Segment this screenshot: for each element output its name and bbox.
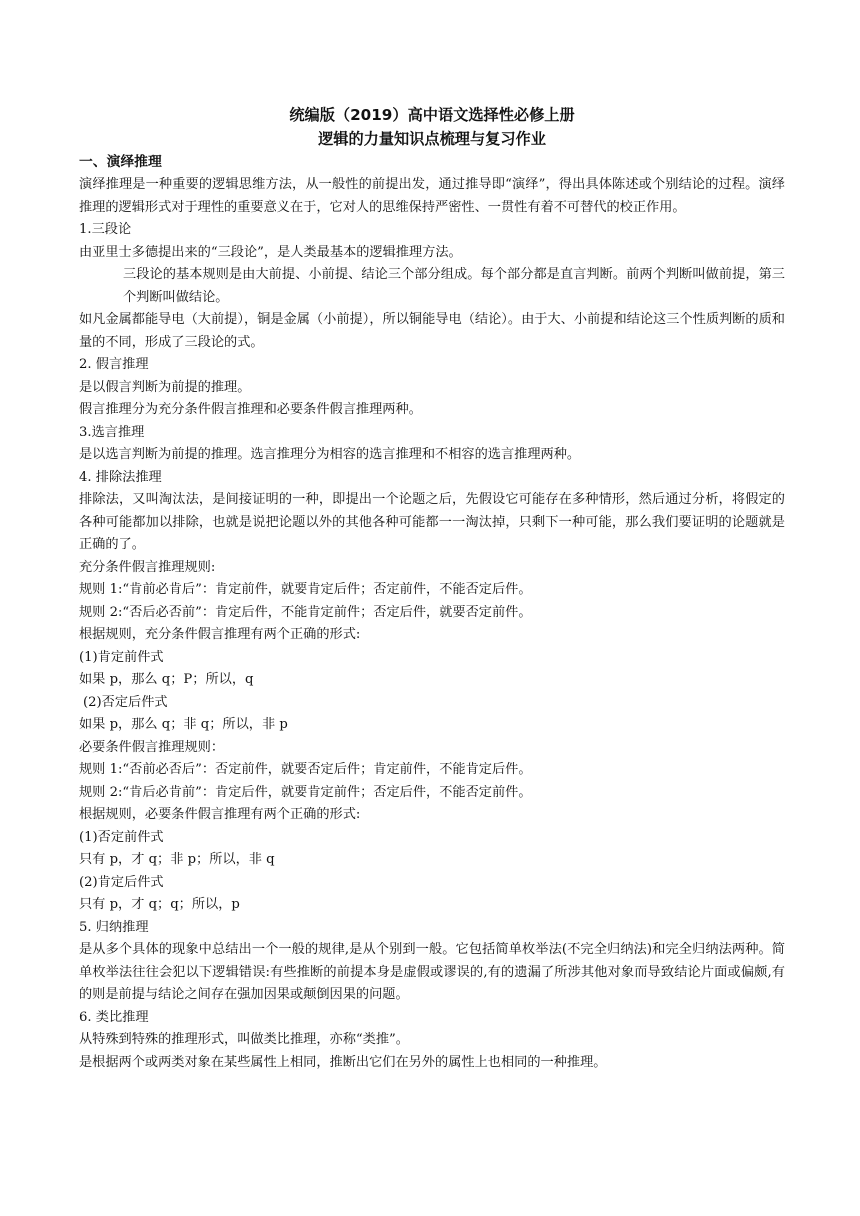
- paragraph: 是以选言判断为前提的推理。选言推理分为相容的选言推理和不相容的选言推理两种。: [79, 447, 581, 462]
- section-heading-deduction: 一、演绎推理: [79, 154, 162, 170]
- document-body: [79, 103, 785, 1074]
- form-label: (2)否定后件式: [83, 694, 168, 710]
- subheading-syllogism: 1.三段论: [79, 222, 132, 237]
- rule-line: 规则 2:“否后必否前”：肯定后件，不能肯定前件；否定后件，就要否定前件。: [79, 604, 532, 620]
- form-example: 只有 p，才 q；非 p；所以，非 q: [79, 852, 275, 867]
- document-title-line-1: 统编版（2019）高中语文选择性必修上册: [289, 106, 575, 124]
- paragraph: 是从多个具体的现象中总结出一个一般的规律,是从个别到一般。它包括简单枚举法(不完全归纳法)和完全归纳法两种。简单枚举法往往会犯以下逻辑错误:有些推断的前提本身是虚假或谬误的,有的遗漏了所涉其他对象而导致结论片面或偏颇,有的则是前提与结论之间存在强加因果或颠倒因果的问题。: [79, 942, 785, 1002]
- paragraph: 假言推理分为充分条件假言推理和必要条件假言推理两种。: [79, 402, 422, 417]
- subheading-elimination: 4. 排除法推理: [79, 469, 162, 485]
- paragraph: 根据规则，充分条件假言推理有两个正确的形式:: [79, 627, 361, 642]
- form-label: (1)否定前件式: [79, 829, 164, 845]
- paragraph: 是根据两个或两类对象在某些属性上相同，推断出它们在另外的属性上也相同的一种推理。: [79, 1054, 607, 1070]
- paragraph: 根据规则，必要条件假言推理有两个正确的形式:: [79, 807, 361, 822]
- paragraph: 是以假言判断为前提的推理。: [79, 379, 251, 395]
- subheading-induction: 5. 归纳推理: [79, 919, 149, 935]
- paragraph: 三段论的基本规则是由大前提、小前提、结论三个部分组成。每个部分都是直言判断。前两个判断叫做前提，第三个判断叫做结论。: [123, 267, 785, 305]
- form-label: (1)肯定前件式: [79, 649, 164, 665]
- rule-line: 规则 1:“否前必否后”：否定前件，就要否定后件；肯定前件，不能肯定后件。: [79, 762, 532, 777]
- document-title-line-2: 逻辑的力量知识点梳理与复习作业: [318, 130, 546, 148]
- rule-line: 规则 2:“肯后必肯前”：肯定后件，就要肯定前件；否定后件，不能否定前件。: [79, 784, 532, 800]
- paragraph: 演绎推理是一种重要的逻辑思维方法，从一般性的前提出发，通过推导即“演绎”，得出具体陈述或个别结论的过程。演绎推理的逻辑形式对于理性的重要意义在于，它对人的思维保持严密性、一贯性有着不可替代的校正作用。: [79, 177, 785, 215]
- paragraph: 由亚里士多德提出来的“三段论”，是人类最基本的逻辑推理方法。: [79, 244, 462, 260]
- paragraph: 必要条件假言推理规则：: [79, 739, 225, 755]
- paragraph: 充分条件假言推理规则:: [79, 559, 216, 575]
- form-example: 只有 p，才 q；q；所以，p: [79, 897, 240, 912]
- form-example: 如果 p，那么 q；P；所以，q: [79, 672, 254, 687]
- subheading-analogy: 6. 类比推理: [79, 1009, 149, 1025]
- form-example: 如果 p，那么 q；非 q；所以，非 p: [79, 717, 288, 732]
- subheading-disjunctive: 3.选言推理: [79, 424, 145, 440]
- paragraph: 从特殊到特殊的推理形式，叫做类比推理，亦称“类推”。: [79, 1032, 409, 1047]
- paragraph: 如凡金属都能导电（大前提），铜是金属（小前提），所以铜能导电（结论）。由于大、小前提和结论这三个性质判断的质和量的不同，形成了三段论的式。: [79, 312, 785, 350]
- subheading-hypothetical: 2. 假言推理: [79, 357, 149, 372]
- rule-line: 规则 1:“肯前必肯后”：肯定前件，就要肯定后件；否定前件，不能否定后件。: [79, 582, 532, 597]
- form-label: (2)肯定后件式: [79, 874, 164, 890]
- paragraph: 排除法，又叫淘汰法，是间接证明的一种，即提出一个论题之后，先假设它可能存在多种情形，然后通过分析，将假定的各种可能都加以排除，也就是说把论题以外的其他各种可能都一一淘汰掉，只剩下一种可能，那么我们要证明的论题就是正确的了。: [79, 492, 785, 552]
